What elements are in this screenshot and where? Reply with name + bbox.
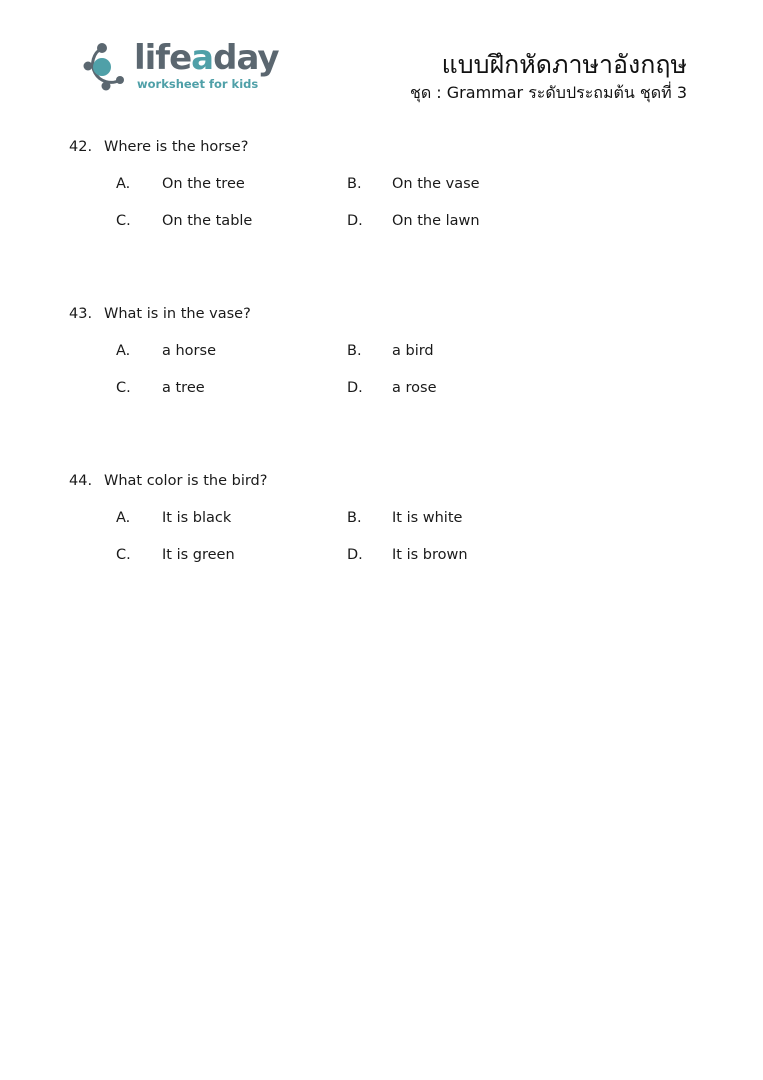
- option-letter: B.: [347, 510, 362, 526]
- option-text: It is black: [162, 510, 232, 526]
- logo-tagline: worksheet for kids: [137, 77, 259, 91]
- option-text: It is white: [392, 510, 463, 526]
- lifeaday-logo: [82, 38, 279, 94]
- molecule-logo-icon: [82, 40, 134, 92]
- question-text: Where is the horse?: [104, 139, 249, 155]
- question-number: 42.: [69, 139, 93, 155]
- option-row: [69, 341, 689, 361]
- option-letter: C.: [116, 547, 131, 563]
- option-text: a rose: [392, 380, 437, 396]
- option-row: [69, 174, 689, 194]
- option-letter: B.: [347, 176, 362, 192]
- question-text: What is in the vase?: [104, 306, 251, 322]
- option-text: On the tree: [162, 176, 245, 192]
- option-text: On the table: [162, 213, 253, 229]
- worksheet-title: แบบฝึกหัดภาษาอังกฤษ: [441, 50, 687, 79]
- worksheet-subtitle: ชุด : Grammar ระดับประถมต้น ชุดที่ 3: [409, 83, 687, 102]
- option-letter: A.: [116, 343, 131, 359]
- option-row: [69, 378, 689, 398]
- question-43: [69, 304, 689, 398]
- option-letter: C.: [116, 380, 131, 396]
- option-text: It is brown: [392, 547, 468, 563]
- option-text: On the lawn: [392, 213, 480, 229]
- option-letter: D.: [347, 547, 363, 563]
- option-text: On the vase: [392, 176, 480, 192]
- option-text: It is green: [162, 547, 235, 563]
- option-text: a bird: [392, 343, 434, 359]
- option-letter: B.: [347, 343, 362, 359]
- option-letter: C.: [116, 213, 131, 229]
- option-row: [69, 211, 689, 231]
- option-letter: A.: [116, 176, 131, 192]
- worksheet-title-block: [410, 48, 687, 104]
- question-44: [69, 471, 689, 565]
- option-letter: A.: [116, 510, 131, 526]
- option-letter: D.: [347, 213, 363, 229]
- question-number: 44.: [69, 473, 93, 489]
- option-letter: D.: [347, 380, 363, 396]
- logo-wordmark: lifeaday: [134, 38, 279, 78]
- question-42: [69, 137, 689, 231]
- option-text: a horse: [162, 343, 216, 359]
- question-text: What color is the bird?: [104, 473, 268, 489]
- option-text: a tree: [162, 380, 205, 396]
- option-row: [69, 508, 689, 528]
- option-row: [69, 545, 689, 565]
- question-number: 43.: [69, 306, 93, 322]
